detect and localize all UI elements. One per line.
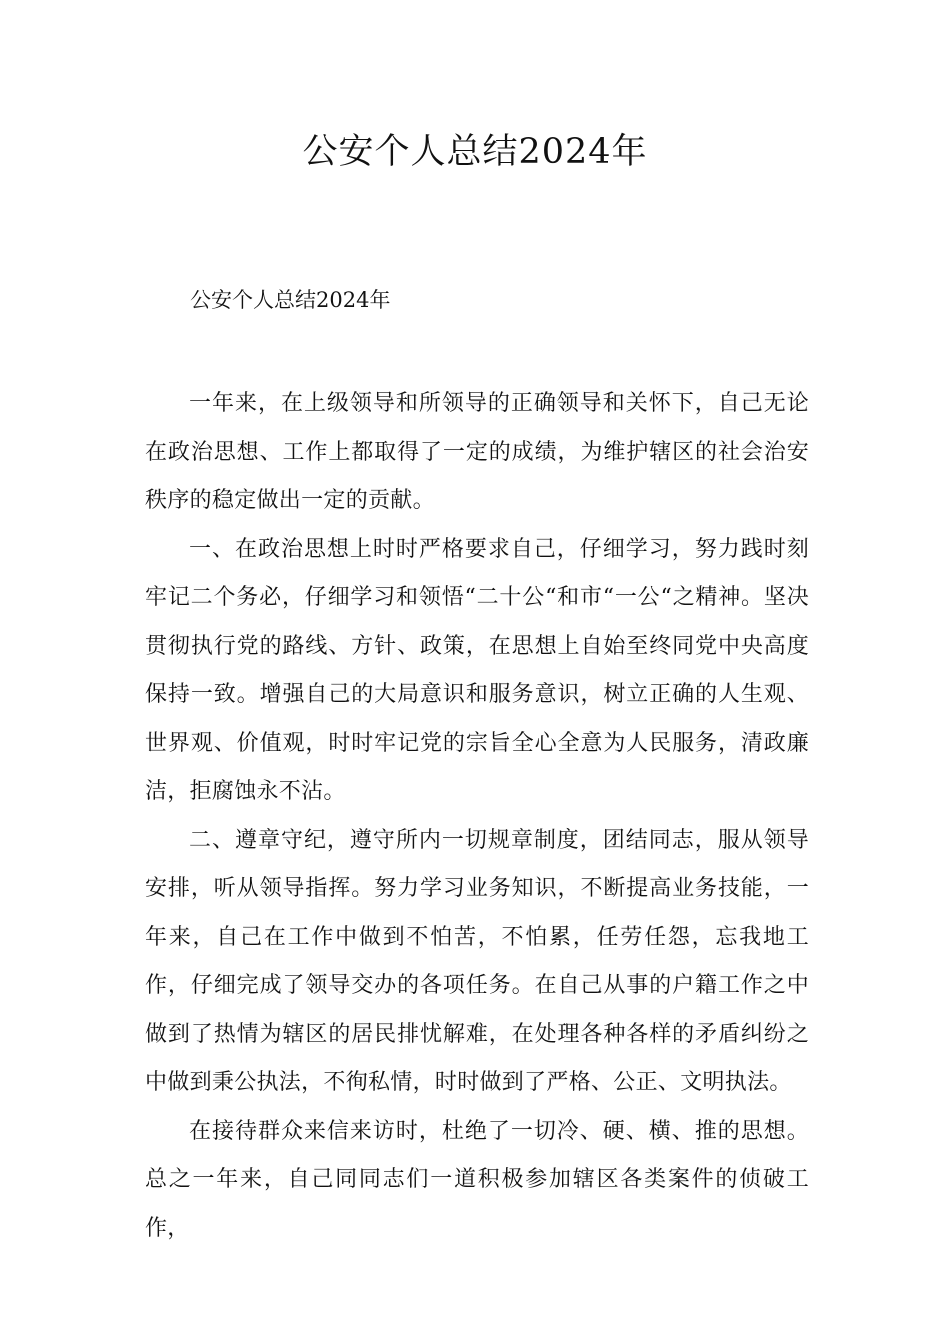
paragraph-intro: 一年来，在上级领导和所领导的正确领导和关怀下，自己无论在政治思想、工作上都取得了一定的成绩，为维护辖区的社会治安秩序的稳定做出一定的贡献。: [145, 391, 809, 513]
paragraph-political: 一、在政治思想上时时严格要求自己，仔细学习，努力践时刻牢记二个务必，仔细学习和领悟“二十公“和市“一公“之精神。坚决贯彻执行党的路线、方针、政策，在思想上自始至终同党中央高度保持一致。增强自己的大局意识和服务意识，树立正确的人生观、世界观、价值观，时时牢记党的宗旨全心全意为人民服务，清政廉洁，拒腐蚀永不沾。: [145, 536, 809, 804]
paragraph-discipline: 二、遵章守纪，遵守所内一切规章制度，团结同志，服从领导安排，听从领导指挥。努力学习业务知识，不断提高业务技能，一年来，自己在工作中做到不怕苦，不怕累，任劳任怨，忘我地工作，仔细完成了领导交办的各项任务。在自己从事的户籍工作之中做到了热情为辖区的居民排忧解难，在处理各种各样的矛盾纠纷之中做到秉公执法，不徇私情，时时做到了严格、公正、文明执法。: [145, 827, 809, 1095]
document-subtitle: 公安个人总结2024年: [190, 288, 391, 312]
document-body: [145, 380, 809, 1253]
paragraph-reception: 在接待群众来信来访时，杜绝了一切冷、硬、横、推的思想。总之一年来，自己同同志们一道积极参加辖区各类案件的侦破工作，: [145, 1118, 809, 1241]
document-title: 公安个人总结2024年: [302, 132, 648, 172]
